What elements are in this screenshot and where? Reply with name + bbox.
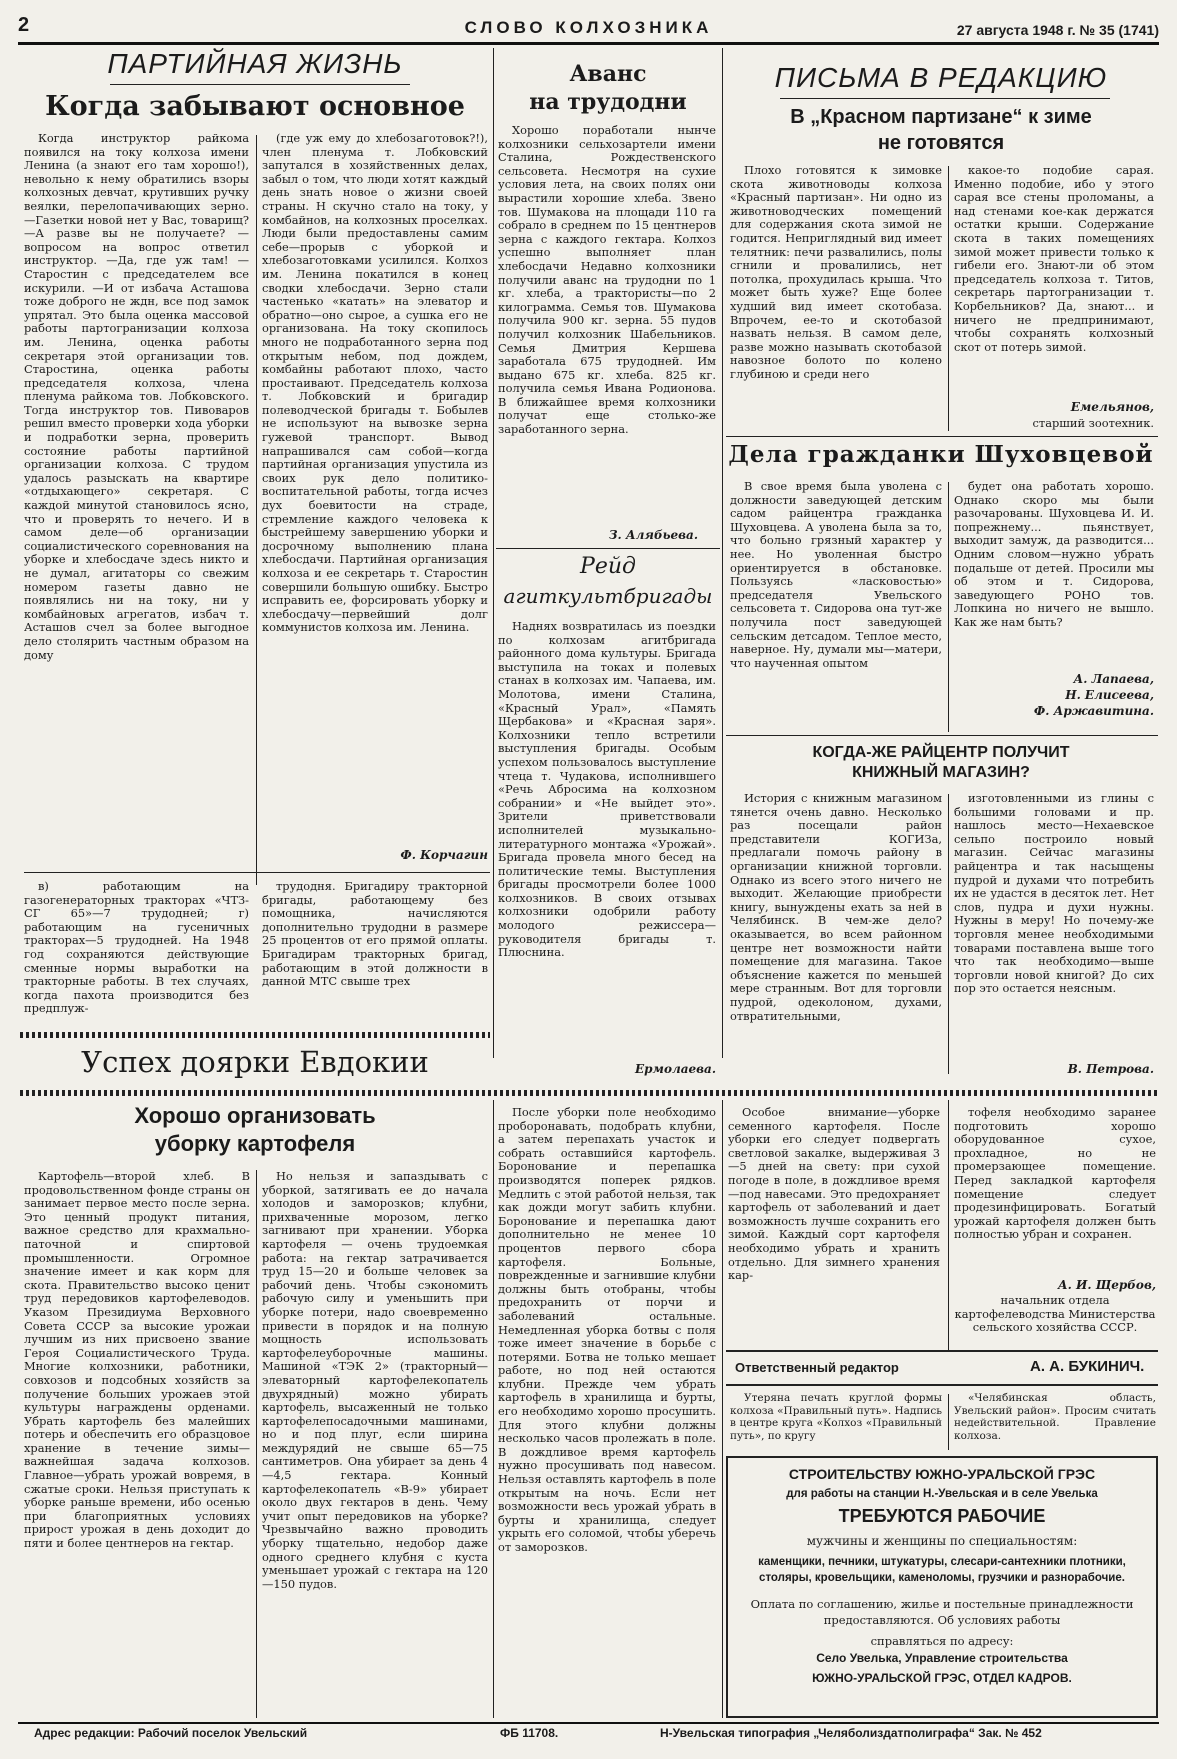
signature-ermolaeva: Ермолаева. bbox=[635, 1062, 716, 1076]
article-text: Особое внимание—уборке семенного картофеля. После уборки его следует подвергать светловой закалке, выдерживая 3—5 дней на свету: при сухой погоде в поле, в дождливое время—под навесами. Это предохраняет картофель от заболеваний и дает возможность лучше сохранить его зимой. Каждый сорт картофеля необходимо убрать и хранить отдельно. Для зимнего хранения кар- bbox=[728, 1106, 940, 1283]
signature-alyabyeva: З. Алябьева. bbox=[608, 528, 698, 542]
column-divider bbox=[722, 1100, 723, 1718]
banner-border-top bbox=[20, 1032, 490, 1038]
print-code: ФБ 11708. bbox=[500, 1726, 559, 1740]
article-title-advance-2: на трудодни bbox=[529, 89, 687, 115]
ad-line-8: Село Увелька, Управление строительства bbox=[816, 1651, 1068, 1665]
editorial-address: Адрес редакции: Рабочий поселок Увельский bbox=[34, 1726, 308, 1740]
letter-shukhovtseva-col1 bbox=[730, 480, 942, 725]
divider bbox=[726, 1350, 1158, 1352]
letter-text: какое-то подобие сарая. Именно подобие, ибо у этого сарая все стены проломаны, а над стенами кое-как держатся остатки крыши. Содержание скота в таких помещениях зимой может привести только к гибели его. Знают-ли об этом председатель колхоза т. Титов, секретарь партогранизации т. Корбельников? Да, знают... и ничего не предпринимают, чтобы сохранять колхозный скот от потерь зимой. bbox=[954, 164, 1154, 354]
article-potato-col2 bbox=[262, 1170, 488, 1718]
letter-partisan-col1 bbox=[730, 164, 942, 426]
article-text: тофеля необходимо заранее подготовить хорошо оборудованное сухое, прохладное, но не промерзающее помещение. Перед закладкой картофеля помещение следует продезинфицировать. Богатый урожай картофеля должен быть полностью убран и сохранен. bbox=[954, 1106, 1156, 1242]
ad-line-4: мужчины и женщины по специальностям: bbox=[806, 1534, 1078, 1548]
article-advance-body bbox=[498, 124, 716, 529]
letter-title-partisan-2: не готовятся bbox=[877, 132, 1005, 154]
letter-title-partisan-1: В „Красном партизане“ к зиме bbox=[790, 106, 1092, 128]
divider bbox=[726, 735, 1158, 736]
fragment-tractor-col1 bbox=[24, 880, 249, 1040]
notice-seal-left bbox=[730, 1392, 942, 1450]
letter-text: Плохо готовятся к зимовке скота животноводы колхоза «Красный партизан». Ни одно из животноводческих помещений для содержания скота зимой не годится. Неприглядный вид имеет телятник: печи развалились, полы сгнили и провалились, нет потолка, прохудилась крыша. Что может быть хуже? Еще более худший вид имеет скотобаза. Впрочем, ее-то и скотобазой назвать нельзя. В самом деле, разве можно называть скотобазой навозное болото по колено глубиною и среди него bbox=[730, 164, 942, 381]
ad-line-5: каменщики, печники, штукатуры, слесари-сантехники плотники, столяры, кровельщики, каменоломы, грузчики и разнорабочие. bbox=[758, 1556, 1126, 1584]
column-divider bbox=[256, 135, 257, 885]
article-text: Но нельзя и запаздывать с уборкой, затягивать ее до начала холодов и заморозков; клубни, прихваченные морозом, легко загнивают при хранении. Уборка картофеля — очень трудоемкая работа: на гектар затрачивается труд 15—20 и больше человек за рабочий день. Чтобы сэкономить рабочую силу и уменьшить при уборке потери, надо своевременно привести в порядок и на полную мощность использовать картофелеуборочные машины. Машиной «ТЭК 2» (тракторный—элеваторный картофелекопатель двухрядный) можно убирать картофель, высаженный не только картофелепосадочными машинами, но и под плуг, если ширина междурядий не свыше 65—75 сантиметров. Она убирает за день 4—4,5 гектара. Конный картофелекопатель «В-9» убирает около двух гектаров в день. Чему учит опыт передовиков на уборке? Чрезвычайно важно проводить уборку тщательно, недобор даже одного среднего клубня с куста уменьшает урожай с гектара на 120—150 пудов. bbox=[262, 1170, 488, 1591]
column-divider bbox=[948, 482, 949, 732]
column-divider bbox=[948, 1394, 949, 1450]
column-divider bbox=[493, 1100, 494, 1718]
article-text: Картофель—второй хлеб. В продовольственном фонде страны он занимает первое место после зерна. Это ценный продукт питания, важное средство для крахмально-паточной и спиртовой промышленности. Огромное значение имеет и как корм для скота. Правительство высоко ценит труд передовиков картофелеводов. Указом Президиума Верховного Совета СССР за высокие урожаи лучшим из них присвоено звание Героя Социалистического Труда. Многие колхозники, работники, совхозов и подсобных хозяйств за получение больших урожаев этой культуры награждены орденами. Убрать картофель без малейших потерь и обеспечить его образцовое хранение в течение зимы—важнейшая задача колхозов. Главное—убрать урожай вовремя, в сжатые сроки. Нельзя приступать к уборке раньше времени, ибо осенью при благоприятных условиях прирост урожая в день доходит до пяти и более центнеров на гектар. bbox=[24, 1170, 250, 1551]
article-potato-col4 bbox=[728, 1106, 940, 1346]
banner-title: Успех доярки Евдокии bbox=[81, 1045, 429, 1079]
signature-korchagin: Ф. Корчагин bbox=[400, 848, 488, 862]
article-title-advance-1: Аванс bbox=[569, 61, 647, 87]
article-title-potato-1: Хорошо организовать bbox=[134, 1103, 376, 1128]
article-potato-col1 bbox=[24, 1170, 250, 1718]
ad-line-1: СТРОИТЕЛЬСТВУ ЮЖНО-УРАЛЬСКОЙ ГРЭС bbox=[788, 1466, 1096, 1482]
letter-partisan-col2 bbox=[954, 164, 1154, 392]
issue-date: 27 августа 1948 г. № 35 (1741) bbox=[956, 22, 1159, 38]
article-text: После уборки поле необходимо проборонавать, подобрать клубни, а затем перепахать участок и собрать оставшийся картофель. Боронование и перепашка производятся поперек рядков. Медлить с этой работой нельзя, так как дожди могут забить клубни. Боронование и перепашка дают дополнительно не менее 10 процентов первого сбора картофеля. Больные, поврежденные и загнившие клубни должны быть отобраны, чтобы предохранить от порчи и заболеваний остальные. Немедленная уборка ботвы с поля тоже имеет значение в борьбе с потерями. Ботва не только мешает работе, но под ней остаются клубни. Прежде чем убрать картофель в хранилища и бурты, его необходимо хорошо просушить. Для этого клубни должны несколько часов пролежать в поле. В дождливое время картофель нужно просушивать под навесом. Нельзя оставлять картофель в поле открытым на ночь. Если нет возможности весь урожай убрать в бурты и хранилища, следует укрыть его соломой, чтобы уберечь от заморозков. bbox=[498, 1106, 716, 1554]
divider bbox=[496, 548, 720, 549]
banner-border-bottom bbox=[20, 1090, 1158, 1096]
section-underline bbox=[780, 98, 1110, 99]
column-divider bbox=[948, 1100, 949, 1350]
article-forgotten-col1 bbox=[24, 132, 249, 882]
notice-seal-right bbox=[954, 1392, 1156, 1450]
signature-arzhavitina: Ф. Аржавитина. bbox=[1033, 704, 1154, 718]
column-divider bbox=[722, 48, 723, 1058]
letter-text: В свое время была уволена с должности заведующей детским садом райцентра гражданка Шуховцева. А уволена была за то, что больно грязный характер у нее. Но уволенная быстро ориентируется в обстановке. Пользуясь «ласковостью» председателя Увельского сельсовета т. Сидорова она тут-же получила пост заведующей сельским детсадом. Теплое место, наверное. Ну, думали мы—матери, что наученная опытом bbox=[730, 480, 942, 670]
fragment-text: в) работающим на газогенераторных тракторах «ЧТЗ-СГ 65»—7 трудодней; г) работающим на гусеничных тракторах—5 трудодней. На 1948 год сохраняются действующие сменные нормы выработки на тракторные работы. В тех случаях, когда пахота производится без предплуж- bbox=[24, 880, 249, 1016]
signature-petrova: В. Петрова. bbox=[1067, 1062, 1154, 1076]
column-divider bbox=[493, 48, 494, 1058]
ad-line-7: справляться по адресу: bbox=[870, 1634, 1014, 1648]
divider bbox=[726, 1384, 1158, 1386]
editor-label: Ответственный редактор bbox=[735, 1360, 899, 1375]
masthead bbox=[18, 14, 1159, 42]
article-forgotten-col2 bbox=[262, 132, 488, 832]
footer-rule bbox=[18, 1722, 1159, 1724]
column-divider bbox=[948, 166, 949, 431]
letter-title-bookshop-2: КНИЖНЫЙ МАГАЗИН? bbox=[852, 764, 1030, 781]
fragment-rule bbox=[24, 872, 490, 873]
column-divider bbox=[948, 794, 949, 1074]
letter-bookshop-col1 bbox=[730, 792, 942, 1074]
letter-bookshop-col2 bbox=[954, 792, 1154, 1060]
article-text: Хорошо поработали нынче колхозники сельхозартели имени Сталина, Рождественского сельсовета. Несмотря на сухие условия лета, на своих полях они вырастили хорошие хлеба. Звено тов. Шумакова на площади 110 га собрало в среднем по 15 центнеров зерна с каждого гектара. Колхоз успешно выполняет план хлебосдачи Недавно колхозники получили аванс на трудодни по 1 кг. хлеба, а трактористы—по 2 килограмма. Семья тов. Шумакова получила 900 кг. зерна. 55 пудов получил колхозник Шабельников. Семья Дмитрия Кершева заработала 675 трудодней. Им выдано 675 кг. хлеба. 825 кг. получила семья Ивана Родионова. В ближайшее время колхозники получат еще столько-же заработанного зерна. bbox=[498, 124, 716, 437]
ad-line-2: для работы на станции Н.-Увельская и в селе Увелька bbox=[786, 1488, 1098, 1500]
section-letters: ПИСЬМА В РЕДАКЦИЮ bbox=[774, 62, 1108, 93]
article-text: Наднях возвратилась из поездки по колхозам агитбригада районного дома культуры. Бригада выступила на токах и полевых станах в колхозах им. Чапаева, им. Молотова, имени Сталина, «Красный Урал», «Память Щербакова» и «Красная заря». Колхозники тепло встретили выступления бригады. Особым успехом пользовалось выступление чтеца т. Чудакова, исполнившего «Речь Абросима на колхозном собрании» и «Не выйдет это». Зрители приветствовали исполнителей музыкально-литературного монтажа «Урожай». Бригада провела много бесед на политические темы. Выступления бригады просмотрели более 1000 колхозников. В своих отзывах колхозники одобрили работу молодого режиссера—руководителя бригады т. Плюснина. bbox=[498, 620, 716, 960]
signature-emelyanov: Емельянов, bbox=[1070, 400, 1154, 414]
signature-shcherbov: А. И. Щербов, bbox=[1057, 1278, 1156, 1292]
article-text: Когда инструктор райкома появился на току колхоза имени Ленина (а знают его там хорошо!), невольно к нему обратились взоры колхозных девчат, крутивших ручку веялки, перелопачивающих зерно. —Газетки новой нет у Вас, товарищ? —А разве вы не получаете? —вопросом на вопрос ответил инструктор. —Да, где уж там! —Старостин с председателем все искурили. —И от избача Асташова тоже доброго не ждн, все под замок упрятал. Это была оценка массовой работы партогранизации колхоза им. Ленина, оценка работы секретаря этой организации тов. Старостина, оценка работы председателя колхоза, члена пленума райкома тов. Лобковского. Тогда инструктор тов. Пивоваров решил вместо проверки хода уборки и подработки зерна, проверить состояние работы партийной организации колхоза. С трудом удалось разыскать на квартире «отдыхающего» секретаря. С каждой минутой становилось ясно, что и проверять то нечего. И в самом деле—об организации социалистического соревнования на уборке и хлебосдаче здесь никто и не думал, агитаторы со свежим номером газеты давно не появлялись ни на току, ни у комбайновых агрегатов, избач т. Асташов счел за более выгодное дело столярить частным образом на дому bbox=[24, 132, 249, 662]
section-party-life: ПАРТИЙНАЯ ЖИЗНЬ bbox=[107, 48, 403, 79]
divider bbox=[726, 436, 1158, 437]
letter-title-shukhovtseva: Дела гражданки Шуховцевой bbox=[728, 441, 1154, 468]
article-title-raid-1: Рейд bbox=[580, 554, 636, 579]
article-raid-body bbox=[498, 620, 716, 1065]
article-title-potato-2: уборку картофеля bbox=[154, 1131, 356, 1156]
notice-text: Утеряна печать круглой формы колхоза «Правильный путь». Надпись в центре круга «Колхоз «Правильный путь», по кругу bbox=[730, 1392, 942, 1442]
fragment-text: трудодня. Бригадиру тракторной бригады, работающему без помощника, начисляются дополнительно трудодни в размере 25 процентов от его прямой оплаты. Бригадирам тракторных бригад, работающим в этой должности в данной МТС свыше трех bbox=[262, 880, 488, 989]
letter-text: изготовленными из глины с большими головами и пр. нашлось место—Нехаевское сельпо построило новый магазин. Сейчас магазины райцентра и так насыщены пудрой и духами что потребить их не удастся в десяток лет. Нет слов, пудра и духи нужны. Нужны в меру! Но почему-же торговля менее необходимыми товарами поставлена выше того что так необходимо—выше торговли новой книгой? До сих пор это остается неясным. bbox=[954, 792, 1154, 996]
article-title-raid-2: агиткультбригады bbox=[503, 584, 713, 608]
notice-text: «Челябинская область, Увельский район». Просим считать недействительной. Правление колхоза. bbox=[954, 1392, 1156, 1442]
newspaper-name: СЛОВО КОЛХОЗНИКА bbox=[464, 18, 713, 37]
article-potato-col5 bbox=[954, 1106, 1156, 1276]
article-title-forgotten: Когда забывают основное bbox=[45, 91, 465, 122]
signature-eliseeva: Н. Елисеева, bbox=[1065, 688, 1154, 702]
section-underline bbox=[110, 84, 410, 85]
signature-lapaeva: А. Лапаева, bbox=[1073, 672, 1154, 686]
masthead-rule bbox=[18, 42, 1159, 45]
signature-role: старший зоотехник. bbox=[1032, 416, 1154, 430]
letter-text: будет она работать хорошо. Однако скоро мы были разочарованы. Шуховцева И. И. попрежнему... пьянствует, выходит замуж, да разводится... Одним словом—нужно убрать подальше от детей. Просили мы об этом и т. Сидорова, заведующего РОНО тов. Лопкина но ничего не вышло. Как же нам быть? bbox=[954, 480, 1154, 629]
article-potato-col3 bbox=[498, 1106, 716, 1718]
ad-line-6: Оплата по соглашению, жилье и постельные принадлежности предоставляются. Об условиях работы bbox=[750, 1597, 1134, 1627]
ad-line-9: ЮЖНО-УРАЛЬСКОЙ ГРЭС, ОТДЕЛ КАДРОВ. bbox=[812, 1671, 1072, 1685]
column-divider bbox=[256, 1170, 257, 1718]
page-number: 2 bbox=[18, 14, 30, 36]
ad-line-3: ТРЕБУЮТСЯ РАБОЧИЕ bbox=[838, 1506, 1046, 1526]
printer-info: Н-Увельская типография „Челяболиздатполиграфа“ Зак. № 452 bbox=[660, 1726, 1042, 1740]
article-text: (где уж ему до хлебозаготовок?!), член пленума т. Лобковский запутался в хозяйственных делах, забыл о том, что люди хотят каждый день знать новое о жизни своей страны. Н скучно стало на току, у комбайнов, на колхозных проселках. Люди были предоставлены самим себе—прорыв с уборкой и хлебозаготовками усилился. Колхоз им. Ленина покатился в конец сводки хлебосдачи. Зерно стали частенько «катать» на элеватор и обратно—оно сырое, а сушка его не организована. На току скопилось много не подработанного зерна под открытым небом, под дождем, комбайны работают плохо, часто простаивают. Председатель колхоза т. Лобковский и бригадир полеводческой бригады т. Бобылев не используют на вывозке зерна гужевой транспорт. Вывод напрашивался сам собой—когда партийная организация упустила из своих рук дело политико-воспитательной работы, тогда исчез дух боевитости на страде, стремление каждого человека к быстрейшему завершению уборки и досрочному выполнению плана хлебосдачи. Партийная организация колхоза и ее секретарь т. Старостин совершили большую ошибку. Быстро исправить ее, форсировать уборку и хлебосдачу—первейший долг коммунистов колхоза им. Ленина. bbox=[262, 132, 488, 635]
fragment-tractor-col2 bbox=[262, 880, 488, 1040]
letter-text: История с книжным магазином тянется очень давно. Несколько раз посещали район представители КОГИЗа, предлагали помочь району в организации книжной торговли. Однако из всего этого ничего не выходит. Желающие приобрести книгу, вынуждены ехать за ней в Челябинск. В чем-же дело? оказывается, во всем районном центре нет возможности найти помещение для магазина. Такое объяснение кажется по меньшей мере странным. Вот для торговли пудрой, одеколоном, духами, отвратительными, bbox=[730, 792, 942, 1023]
letter-shukhovtseva-col2 bbox=[954, 480, 1154, 670]
signature-role: начальник отдела картофелеводства Министерства сельского хозяйства СССР. bbox=[954, 1293, 1156, 1335]
letter-title-bookshop-1: КОГДА-ЖЕ РАЙЦЕНТР ПОЛУЧИТ bbox=[812, 744, 1070, 761]
editor-name: А. А. БУКИНИЧ. bbox=[1030, 1358, 1145, 1375]
